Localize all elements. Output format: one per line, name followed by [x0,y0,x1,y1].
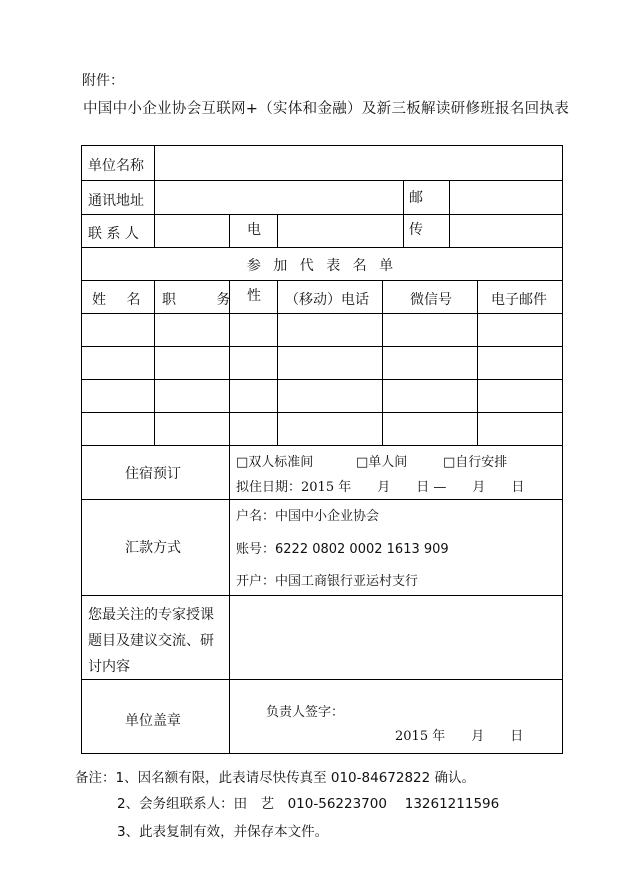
attachment-label: 附件： [82,73,124,89]
row-divider [81,679,563,680]
seal-label: 单位盖章 [125,713,181,729]
row-divider [81,595,563,596]
bank-name: 开户：中国工商银行亚运村支行 [236,574,419,589]
fax-label: 传 [409,222,423,238]
col-divider [477,280,478,445]
lodging-option-single[interactable]: □单人间 [356,455,408,470]
roster-title: 参 加 代 表 名 单 [246,258,398,274]
unit-name-label: 单位名称 [88,158,144,174]
col-header-wechat: 微信号 [410,292,452,308]
col-divider [154,280,155,445]
note-3: 3、此表复制有效，并保存本文件。 [117,824,329,840]
row-divider [81,499,563,500]
form-title: 中国中小企业协会互联网+（实体和金融）及新三板解读研修班报名回执表 [83,101,570,117]
col-divider [154,145,155,247]
lodging-dates: 拟住日期：2015 年 月 日 — 月 日 [236,480,525,495]
table-border-left [81,145,82,754]
lodging-option-self[interactable]: □自行安排 [443,455,508,470]
table-border-right [562,145,563,754]
registration-form-table [81,145,563,754]
account-name: 户名：中国中小企业协会 [236,509,380,524]
table-border-bottom [81,753,563,754]
note-2: 2、会务组联系人：田 艺 010-56223700 13261211596 [117,796,500,812]
seal-date: 2015 年 月 日 [395,729,524,744]
contact-label: 联 系 人 [88,226,139,242]
row-divider [81,247,563,248]
lodging-label: 住宿预订 [125,466,181,482]
account-number: 账号：6222 0802 0002 1613 909 [236,542,449,557]
col-divider [277,214,278,247]
signer-label: 负责人签字： [266,705,345,720]
address-label: 通讯地址 [88,193,144,209]
col-divider [229,445,230,753]
col-divider [449,180,450,247]
col-header-position: 职 务 [162,292,249,308]
col-divider [277,280,278,445]
postcode-label: 邮 [409,190,423,206]
topics-label-line3: 讨内容 [88,659,130,675]
col-header-name: 姓 名 [92,292,149,308]
col-divider [229,214,230,247]
col-header-email: 电子邮件 [491,292,547,308]
col-divider [382,280,383,445]
lodging-option-double[interactable]: □双人标准间 [236,455,314,470]
phone-label: 电 [247,222,261,238]
remittance-label: 汇款方式 [125,540,181,556]
row-divider [81,445,563,446]
topics-label-line1: 您最关注的专家授课 [88,607,214,623]
col-divider [403,180,404,247]
col-header-mobile: （移动）电话 [285,292,369,308]
topics-label-line2: 题目及建议交流、研 [88,633,214,649]
note-1: 备注：1、因名额有限，此表请尽快传真至 010-84672822 确认。 [75,770,476,786]
col-header-gender: 性 [247,288,261,304]
